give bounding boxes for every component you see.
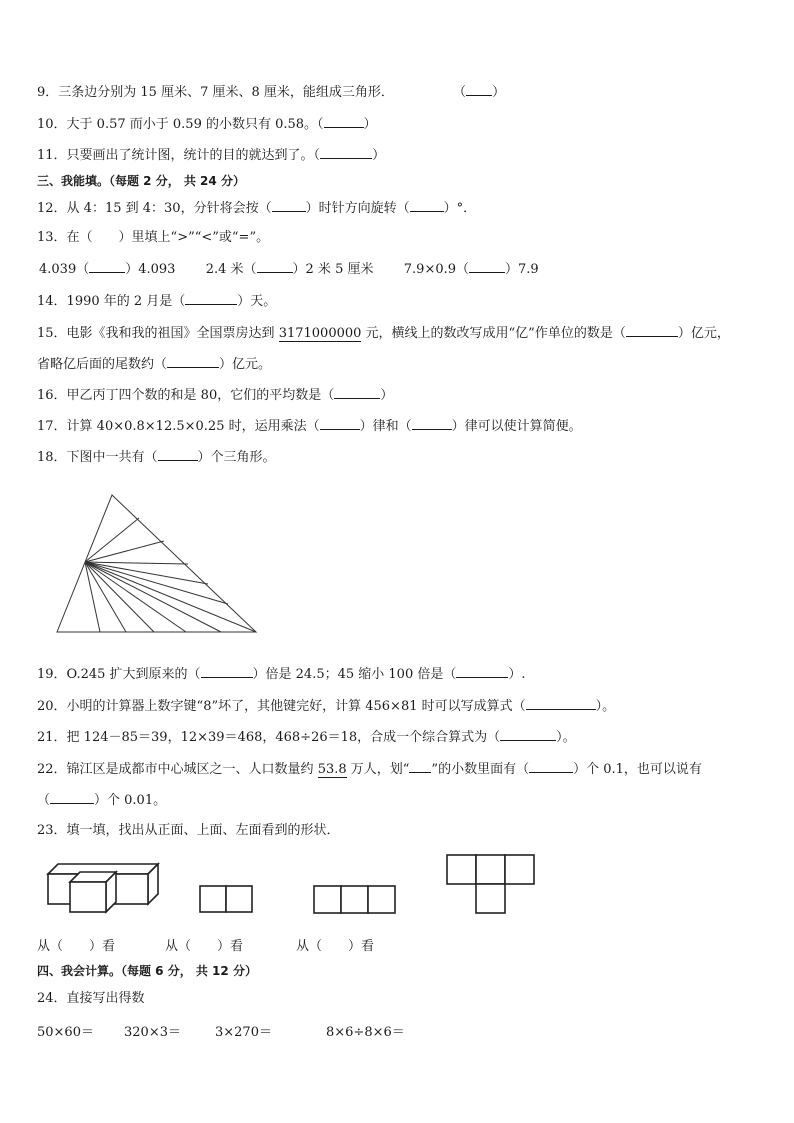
question-21: 21．把 124－85＝39，12×39＝468，468÷26＝18，合成一个综合算式为（ ）。	[37, 730, 576, 745]
answer-blank[interactable]	[257, 260, 293, 273]
calc-item[interactable]: 50×60＝	[37, 1025, 94, 1040]
answer-blank[interactable]	[409, 760, 431, 773]
answer-blank[interactable]	[466, 83, 492, 96]
question-14: 14．1990 年的 2 月是（ ）天。	[37, 294, 277, 309]
underlined-number: 3171000000	[278, 326, 362, 341]
question-15-cont: 省略亿后面的尾数约（ ）亿元。	[37, 357, 272, 372]
section-3-heading: 三、我能填。（每题 2 分， 共 24 分）	[37, 174, 245, 188]
answer-blank[interactable]	[410, 199, 444, 212]
question-18: 18．下图中一共有（ ）个三角形。	[37, 450, 276, 465]
fan-line	[85, 562, 100, 632]
answer-blank[interactable]	[500, 728, 556, 741]
section-4-heading: 四、我会计算。（每题 6 分， 共 12 分）	[37, 964, 257, 978]
fan-line	[85, 562, 126, 632]
calc-item[interactable]: 320×3＝	[124, 1025, 181, 1040]
answer-blank[interactable]	[167, 355, 219, 368]
question-16: 16．甲乙丙丁四个数的和是 80，它们的平均数是（ ）	[37, 388, 394, 403]
answer-blank[interactable]	[526, 697, 596, 710]
answer-blank[interactable]	[456, 665, 508, 678]
fan-line	[85, 562, 154, 632]
view-label-2[interactable]: 从（ ）看	[165, 939, 244, 954]
answer-blank[interactable]	[50, 791, 94, 804]
outer-triangle	[57, 495, 256, 632]
question-13: 13．在（ ）里填上“>”“<”或“=”。	[37, 230, 270, 245]
calc-item[interactable]: 3×270＝	[215, 1025, 272, 1040]
answer-blank[interactable]	[529, 760, 573, 773]
question-22-cont: （ ）个 0.01。	[37, 793, 167, 808]
fan-line	[85, 562, 228, 604]
fan-line	[85, 562, 208, 584]
question-19: 19．O.245 扩大到原来的（ ）倍是 24.5；45 缩小 100 倍是（ ）.	[37, 667, 526, 682]
answer-blank[interactable]	[320, 417, 360, 430]
question-17: 17．计算 40×0.8×12.5×0.25 时，运用乘法（ ）律和（ ）律可以使计算简便。	[37, 419, 582, 434]
view-three-squares	[314, 886, 395, 913]
question-11: 11．只要画出了统计图，统计的目的就达到了。（ ）	[37, 148, 386, 163]
question-9: 9．三条边分别为 15 厘米、7 厘米、8 厘米，能组成三角形． （ ）	[37, 85, 506, 100]
fan-line	[85, 562, 188, 564]
answer-blank[interactable]	[272, 199, 306, 212]
fan-line	[85, 562, 221, 632]
fan-line	[85, 562, 186, 632]
answer-blank[interactable]	[89, 260, 125, 273]
answer-blank[interactable]	[412, 417, 452, 430]
question-20: 20．小明的计算器上数字键“8”坏了，其他键完好，计算 456×81 时可以写成算式（ ）。	[37, 699, 616, 714]
fan-line	[85, 562, 256, 632]
answer-blank[interactable]	[201, 665, 253, 678]
question-22: 22．锦江区是成都市中心城区之一、人口数量约 53.8 万人，划“ ”的小数里面有（ ）个 0.1，也可以说有	[37, 762, 702, 777]
answer-blank[interactable]	[469, 260, 505, 273]
answer-blank[interactable]	[334, 386, 380, 399]
question-12: 12．从 4：15 到 4：30，分针将会按（ ）时针方向旋转（ ）°．	[37, 201, 477, 216]
answer-blank[interactable]	[324, 115, 364, 128]
answer-blank[interactable]	[626, 324, 678, 337]
answer-blank[interactable]	[185, 292, 237, 305]
view-t-shape	[447, 855, 534, 913]
question-10: 10．大于 0.57 而小于 0.59 的小数只有 0.58。（ ）	[37, 117, 377, 132]
question-13-items: 4.039（ ）4.093 2.4 米（ ）2 米 5 厘米 7.9×0.9（ ）7.9	[39, 262, 539, 277]
fan-line	[85, 518, 139, 562]
view-label-3[interactable]: 从（ ）看	[296, 939, 375, 954]
question-23: 23．填一填，找出从正面、上面、左面看到的形状．	[37, 823, 340, 838]
answer-blank[interactable]	[320, 146, 372, 159]
question-15: 15．电影《我和我的祖国》全国票房达到 3171000000 元，横线上的数改写成用“亿”作单位的数是（ ）亿元，	[37, 326, 730, 341]
question-9-text: 9．	[37, 85, 59, 100]
cube-stack	[48, 864, 158, 912]
calc-item[interactable]: 8×6÷8×6＝	[326, 1025, 405, 1040]
answer-blank[interactable]	[158, 448, 198, 461]
fan-line	[85, 541, 164, 562]
view-label-1[interactable]: 从（ ）看	[37, 939, 116, 954]
view-two-squares	[200, 886, 252, 912]
question-24: 24．直接写出得数	[37, 991, 145, 1006]
underlined-number: 53.8	[317, 762, 347, 777]
